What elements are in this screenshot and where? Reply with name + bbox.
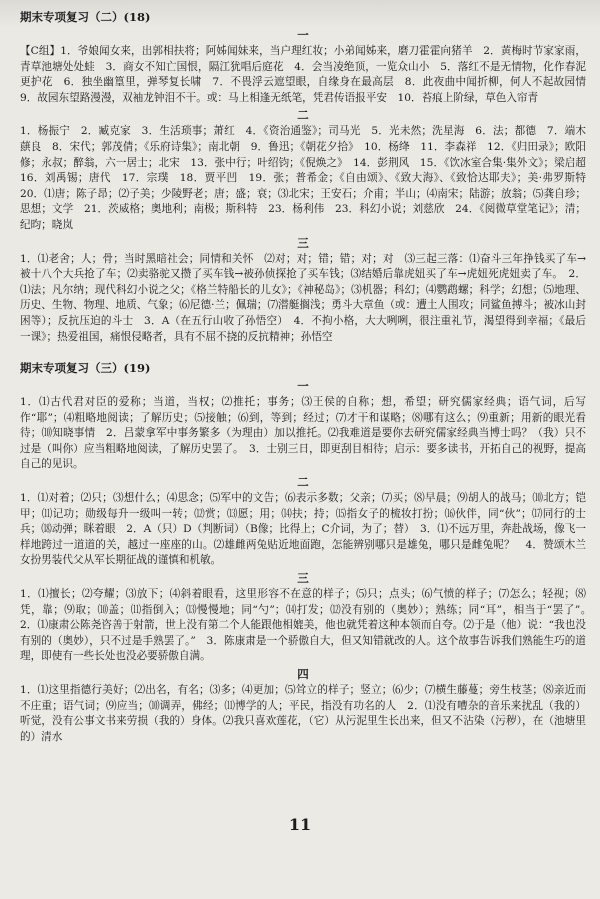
review2-part2-text: 1．杨振宁 2．臧克家 3．生活琐事；萧红 4．《资治通鉴》；司马光 5．光未然；洗星海 6．法；都德 7．端木蕻良 8．宋代；郭茂倩；《乐府诗集》；南北朝 9．鲁迅；《朝花夕拾》 10．杨绛 11．李森祥 12．《归田录》；欧阳修；永叔；醉翁，六一居士；北宋 13．张中行；叶绍钧；《倪焕之》 14．彭荆风 15．《饮冰室合集·集外文》；梁启超 16．刘禹锡；唐代 17．宗璞 18．贾平凹 19．张；普希金；《自由颂》、《致大海》、《致恰达耶夫》；美·弗罗斯特 20．⑴唐；陈子昂；⑵子美；少陵野老；唐；盛；衰；⑶北宋；王安石；介甫；半山；⑷南宋；陆游；放翁；⑸龚自珍；思想；文学 21．茨威格；奥地利；南极；斯科特 23．杨利伟 23．科幻小说；刘慈欣 24．《阅微草堂笔记》；清；纪昀；晓岚 [20,125,597,231]
review2-title: 期末专项复习（二）(18) [20,10,151,24]
review2-part3-text: 1．⑴老舍；人；骨；当时黑暗社会；同情和关怀 ⑵对；对；错；错；对；对 ⑶三起三落：⑴奋斗三年挣钱买了车→被十八个大兵抢了车；⑵卖骆驼又攒了买车钱→被孙侦探抢了买车钱；⑶结婚后靠虎妞买了车→虎妞死虎妞卖了车。 2．⑴法；凡尔纳；现代科幻小说之父；《格兰特船长的儿女》；《神秘岛》；⑶机器；科幻；⑷鹦鹉螺；科学；幻想；⑸地理、历史、生物、物理、地质、气象；⑹尼德·兰；佩瑞；⑺潜艇搁浅；勇斗大章鱼（或：遭土人围攻；同鲨鱼搏斗；被冰山封困等）；反抗压迫的斗士 3．A（在五行山收了孙悟空） 4．不拘小格，大大咧咧，很注重礼节，渴望得到幸福；《最后一课》；热爱祖国，痛恨侵略者，具有不屈不挠的反抗精神；孙悟空 [20,252,586,343]
review2-part1-text: 【C组】1．爷娘闻女来，出郭相扶将；阿姊闻妹来，当户理红妆；小弟闻姊来，磨刀霍霍向猪羊 2．黄梅时节家家雨，青草池塘处处蛙 3．商女不知亡国恨，隔江犹唱后庭花 4．会当凌绝顶，一览众山小 5．落红不是无情物，化作春泥更护花 6．独坐幽篁里，弹琴复长啸 7．不畏浮云遮望眼，自缘身在最高层 8．此夜曲中闻折柳，何人不起故园情 9．故园东望路漫漫，双袖龙钟泪不干。或：马上相逢无纸笔，凭君传语报平安 10．苔痕上阶绿，草色入帘青 [20,45,597,104]
review2-heading-2: 二 [297,108,309,123]
review3-heading-4: 四 [297,667,309,681]
section-gap [20,345,586,359]
review2-heading-1: 一 [297,28,309,42]
review2-heading-3: 三 [297,235,309,250]
review3-heading-3: 三 [297,571,309,586]
review3-heading-1: 一 [297,379,309,394]
review3-part1-text: 1．⑴古代君对臣的爱称；当道，当权；⑵推托；事务；⑶王侯的自称；想，希望；研究儒家经典；语气词，后写作“耶”；⑷粗略地阅读；了解历史；⑸接触；⑹到，等到；经过；⑺才干和谋略；⑻哪有这么；⑼重新；用新的眼光看待；⑽知晓事情 2．吕蒙拿军中事务繁多（为理由）加以推托。⑵我难道是要你去研究儒家经典当博士吗？（我）只不过是（叫你）应当粗略地阅读，了解历史罢了。 3．士别三日，即更刮目相待；启示：要多读书，开拓自己的视野，提高自己的见识。 [20,396,586,471]
review3-part3-text: 1．⑴擅长；⑵夸耀；⑶放下；⑷斜着眼看，这里形容不在意的样子；⑸只；点头；⑹气愤的样子；⑺怎么；轻视；⑻凭，靠；⑼取；⑽盖；⑾指倒入；⒀慢慢地；同“勺”；⒁打发；⑿没有别的（奥妙）；熟练；同“耳”，相当于“罢了”。 2．⑴康肃公陈尧咨善于射箭，世上没有第二个人能跟他相媲美，他也就凭着这种本领而自夸。⑵于是（他）说：“我也没有别的（奥妙），只不过是手熟罢了。” 3．陈康肃是一个骄傲自大，但又知错就改的人。这个故事告诉我们熟能生巧的道理，即使有一些长处也没必要骄傲自满。 [20,588,597,663]
review3-part2-text: 1．⑴对着；⑵只；⑶想什么；⑷思念；⑸军中的文告；⑹表示多数；父亲；⑺买；⑻早晨；⑼胡人的战马；⑽北方；铠甲；⑾记功；勋级每升一级叫一转；⑿赏；⒀愿；用；⒁扶；持；⒂指女子的梳妆打扮；⒃伙伴，同“伙”；⒄同行的士兵；⒅动弹；眯着眼 2．A（只）D（判断词）（B像；比得上；C介词，为了；替） 3．⑴不远万里，奔赴战场，像飞一样地跨过一道道的关，越过一座座的山。⑵雄雌两兔贴近地面跑，怎能辨别哪只是雄兔，哪只是雌兔呢？ 4．赞颂木兰女扮男装代父从军长期征战的谨慎和机敏。 [20,492,586,567]
review3-title: 期末专项复习（三）(19) [20,361,151,376]
page-number: 11 [288,815,312,834]
review3-part4-text: 1．⑴这里指德行美好；⑵出名，有名；⑶多；⑷更加；⑸耸立的样子；竖立；⑹少；⑺横生藤蔓；旁生枝茎；⑻亲近而不庄重；语气词；⑼应当；⑽调弄，佛经；⑾博学的人；平民，指没有功名的人 2．⑴没有嘈杂的音乐来扰乱（我的）听觉，没有公事文书来劳损（我的）身体。⑵我只喜欢莲花，（它）从污泥里生长出来，但又不沾染（污秽），在（池塘里的）清水 [20,684,586,743]
review3-heading-2: 二 [297,475,309,490]
